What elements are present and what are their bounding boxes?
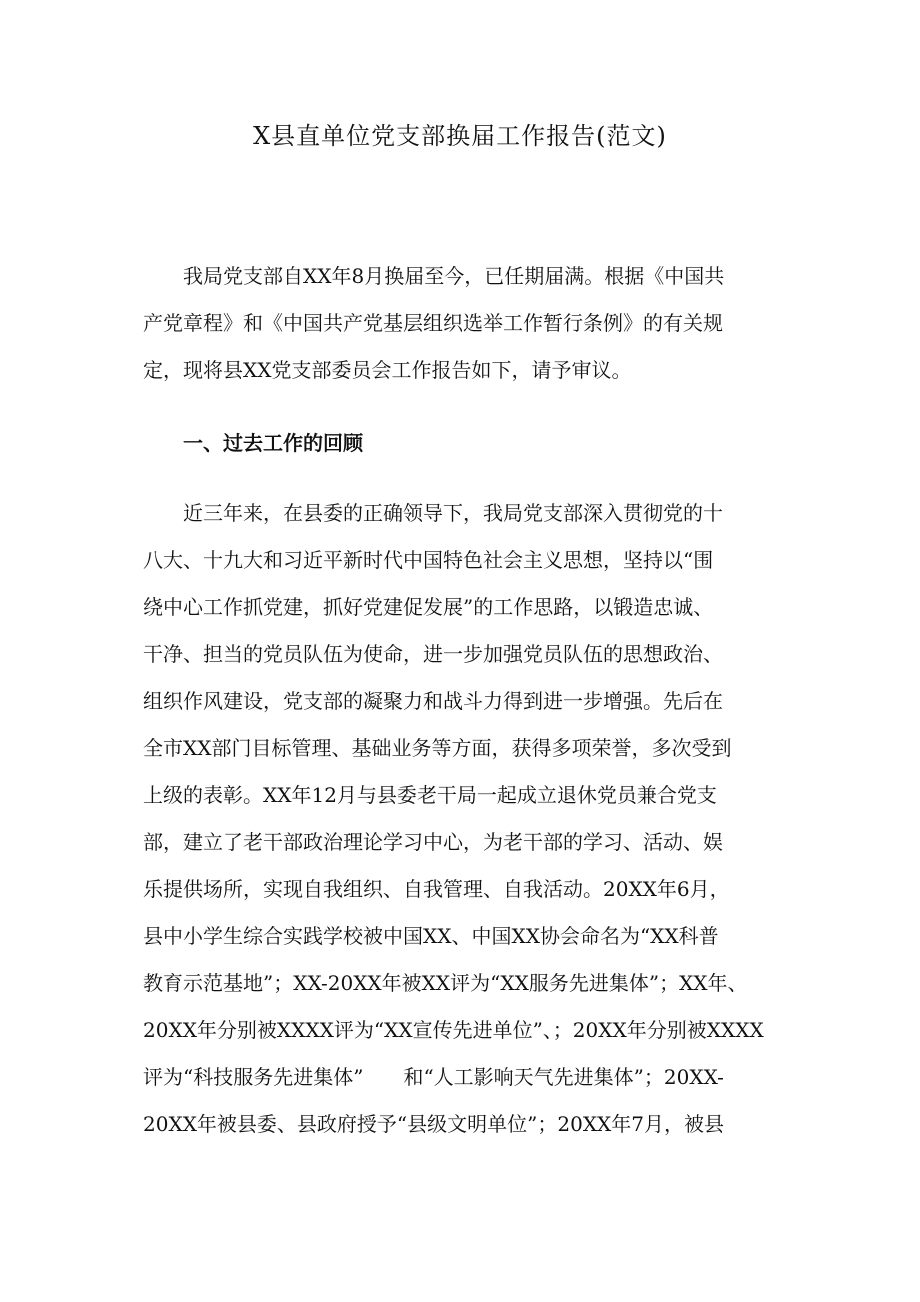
paragraph-line: 干净、担当的党员队伍为使命，进一步加强党员队伍的思想政治、 [143, 642, 723, 666]
paragraph-line: 组织作风建设，党支部的凝聚力和战斗力得到进一步增强。先后在 [143, 689, 723, 713]
paragraph-line: 教育示范基地”；XX-20XX年被XX评为“XX服务先进集体”；XX年、 [143, 971, 748, 995]
paragraph-line [143, 1054, 783, 1101]
paragraph-line: 绕中心工作抓党建，抓好党建促发展”的工作思路，以锻造忠诚、 [143, 595, 714, 619]
paragraph-line: 我局党支部自XX年8月换届至今，已任期届满。根据《中国共 [183, 264, 725, 288]
line-fragment: 和“人工影响天气先进集体”；20XX- [403, 1065, 724, 1089]
paragraph-line: 上级的表彰。XX年12月与县委老干局一起成立退休党员兼合党支 [143, 783, 717, 807]
paragraph-line: 乐提供场所，实现自我组织、自我管理、自我活动。20XX年6月， [143, 877, 730, 901]
paragraph-line: 20XX年被县委、县政府授予“县级文明单位”；20XX年7月，被县 [143, 1112, 725, 1136]
review-paragraph [143, 490, 783, 1148]
document-title: X县直单位党支部换届工作报告(范文) [253, 122, 667, 150]
section-heading: 一、过去工作的回顾 [183, 431, 363, 455]
paragraph-line: 产党章程》和《中国共产党基层组织选举工作暂行条例》的有关规 [143, 311, 723, 335]
paragraph-line: 定，现将县XX党支部委员会工作报告如下，请予审议。 [143, 358, 632, 382]
paragraph-line: 部，建立了老干部政治理论学习中心，为老干部的学习、活动、娱 [143, 830, 723, 854]
paragraph-line: 近三年来，在县委的正确领导下，我局党支部深入贯彻党的十 [183, 501, 723, 525]
intro-paragraph [143, 253, 783, 394]
paragraph-line: 八大、十九大和习近平新时代中国特色社会主义思想，坚持以“围 [143, 548, 714, 572]
paragraph-line: 全市XX部门目标管理、基础业务等方面，获得多项荣誉，多次受到 [143, 736, 732, 760]
paragraph-line: 20XX年分别被XXXX评为“XX宣传先进单位”、；20XX年分别被XXXX [143, 1018, 764, 1042]
paragraph-line: 县中小学生综合实践学校被中国XX、中国XX协会命名为“XX科普 [143, 924, 719, 948]
line-fragment: 评为“科技服务先进集体” [143, 1065, 364, 1089]
